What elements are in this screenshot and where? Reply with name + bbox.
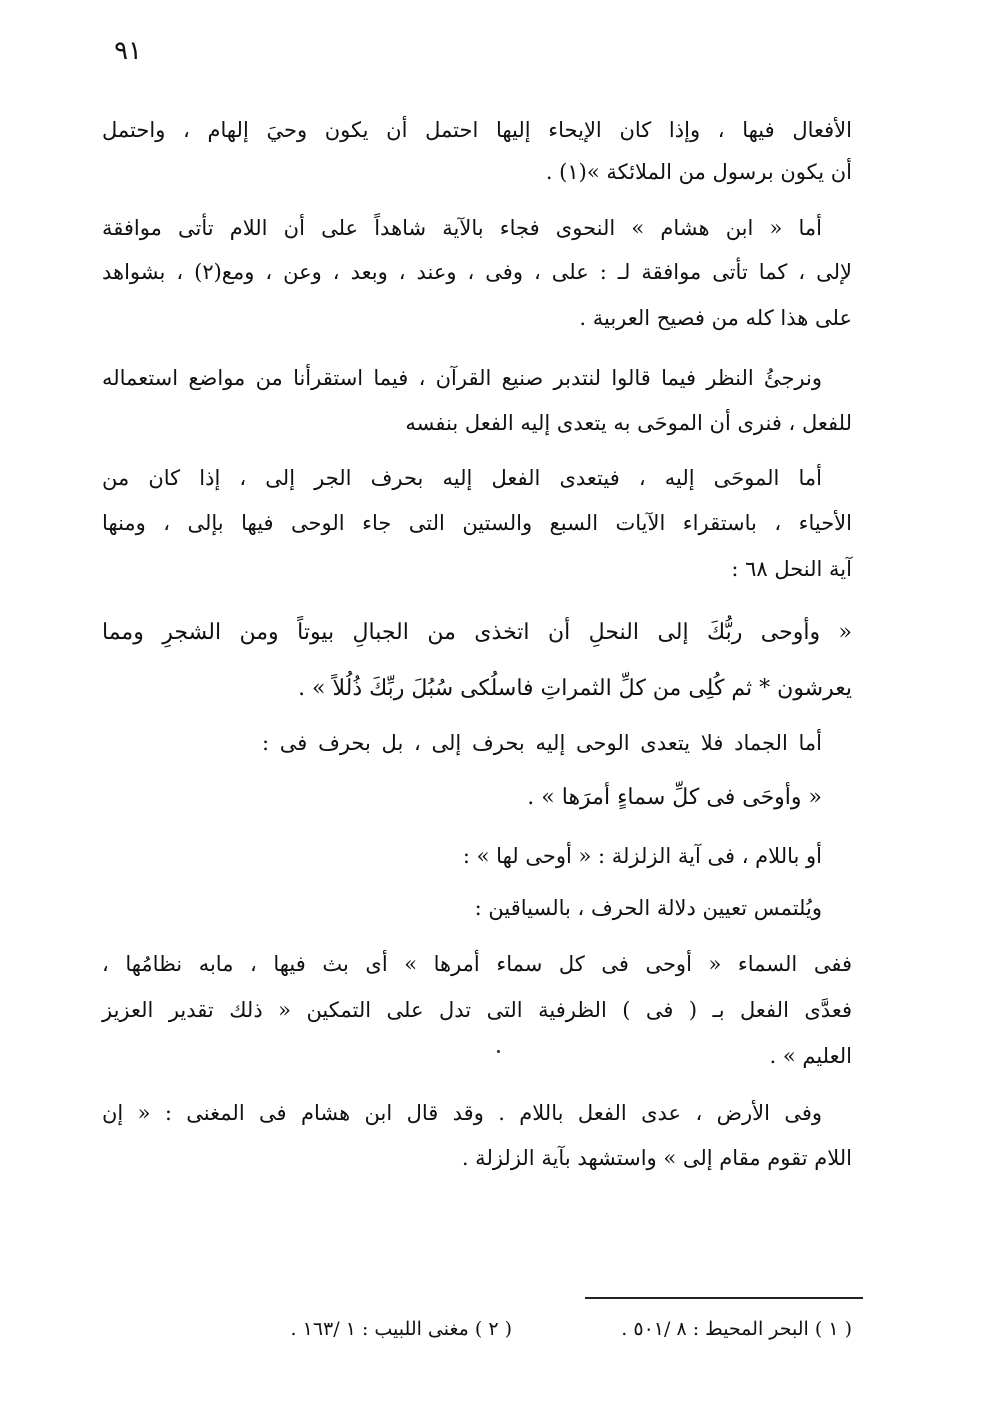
paragraph-4-line-2: الأحياء ، باستقراء الآيات السبع والستين التى جاء الوحى فيها بإلى ، ومنها bbox=[102, 511, 852, 535]
paragraph-1-line-2: أن يكون برسول من الملائكة »(١) . bbox=[545, 160, 852, 184]
paragraph-3-line-2: للفعل ، فنرى أن الموحَى به يتعدى إليه الفعل بنفسه bbox=[405, 411, 852, 435]
paragraph-6-line-1: أما الجماد فلا يتعدى الوحى إليه بحرف إلى ، بل بحرف فى : bbox=[262, 731, 822, 755]
paragraph-8-line-1: وفى الأرض ، عدى الفعل باللام . وقد قال ابن هشام فى المغنى : « إن bbox=[102, 1101, 822, 1125]
paragraph-6-quote: « وأوحَى فى كلِّ سماءٍ أمرَها » . bbox=[527, 785, 822, 810]
paragraph-2-line-3: على هذا كله من فصيح العربية . bbox=[579, 306, 852, 330]
paragraph-6-line-4: ويُلتمس تعيين دلالة الحرف ، بالسياقين : bbox=[474, 896, 822, 920]
footnote-1: ( ١ ) البحر المحيط : ٨ /٥٠١ . bbox=[621, 1318, 852, 1340]
paragraph-6-line-3: أو باللام ، فى آية الزلزلة : « أوحى لها » : bbox=[462, 844, 822, 868]
paragraph-2-line-2: لإلى ، كما تأتى موافقة لـ : على ، وفى ، وعند ، وبعد ، وعن ، ومع(٢) ، بشواهد bbox=[102, 260, 852, 284]
paragraph-4-line-1: أما الموحَى إليه ، فيتعدى الفعل إليه بحرف الجر إلى ، إذا كان من bbox=[102, 466, 822, 490]
paragraph-8-line-2: اللام تقوم مقام إلى » واستشهد بآية الزلزلة . bbox=[461, 1146, 852, 1170]
print-speck bbox=[497, 1050, 500, 1053]
quran-quote-line-1: « وأوحى ربُّكَ إلى النحلِ أن اتخذى من الجبالِ بيوتاً ومن الشجرِ ومما bbox=[102, 620, 852, 645]
page-number: ٩١ bbox=[114, 36, 142, 66]
paragraph-2-line-1: أما « ابن هشام » النحوى فجاء بالآية شاهداً على أن اللام تأتى موافقة bbox=[102, 216, 822, 240]
paragraph-4-line-3: آية النحل ٦٨ : bbox=[731, 557, 852, 581]
footnote-separator bbox=[585, 1297, 863, 1299]
paragraph-1-line-1: الأفعال فيها ، وإذا كان الإيحاء إليها احتمل أن يكون وحيَ إلهام ، واحتمل bbox=[102, 118, 852, 142]
paragraph-7-line-1: ففى السماء « أوحى فى كل سماء أمرها » أى بث فيها ، مابه نظامُها ، bbox=[102, 952, 852, 976]
paragraph-7-line-3: العليم » . bbox=[769, 1044, 852, 1068]
quran-quote-line-2: يعرشون * ثم كُلِى من كلِّ الثمراتِ فاسلُكى سُبُلَ ربِّكَ ذُلُلاً » . bbox=[298, 676, 852, 701]
paragraph-3-line-1: ونرجئُ النظر فيما قالوا لنتدبر صنيع القرآن ، فيما استقرأنا من مواضع استعماله bbox=[102, 366, 822, 390]
footnote-2: ( ٢ ) مغنى اللبيب : ١ /١٦٣ . bbox=[290, 1318, 512, 1340]
paragraph-7-line-2: فعدَّى الفعل بـ ( فى ) الظرفية التى تدل على التمكين « ذلك تقدير العزيز bbox=[102, 998, 852, 1022]
